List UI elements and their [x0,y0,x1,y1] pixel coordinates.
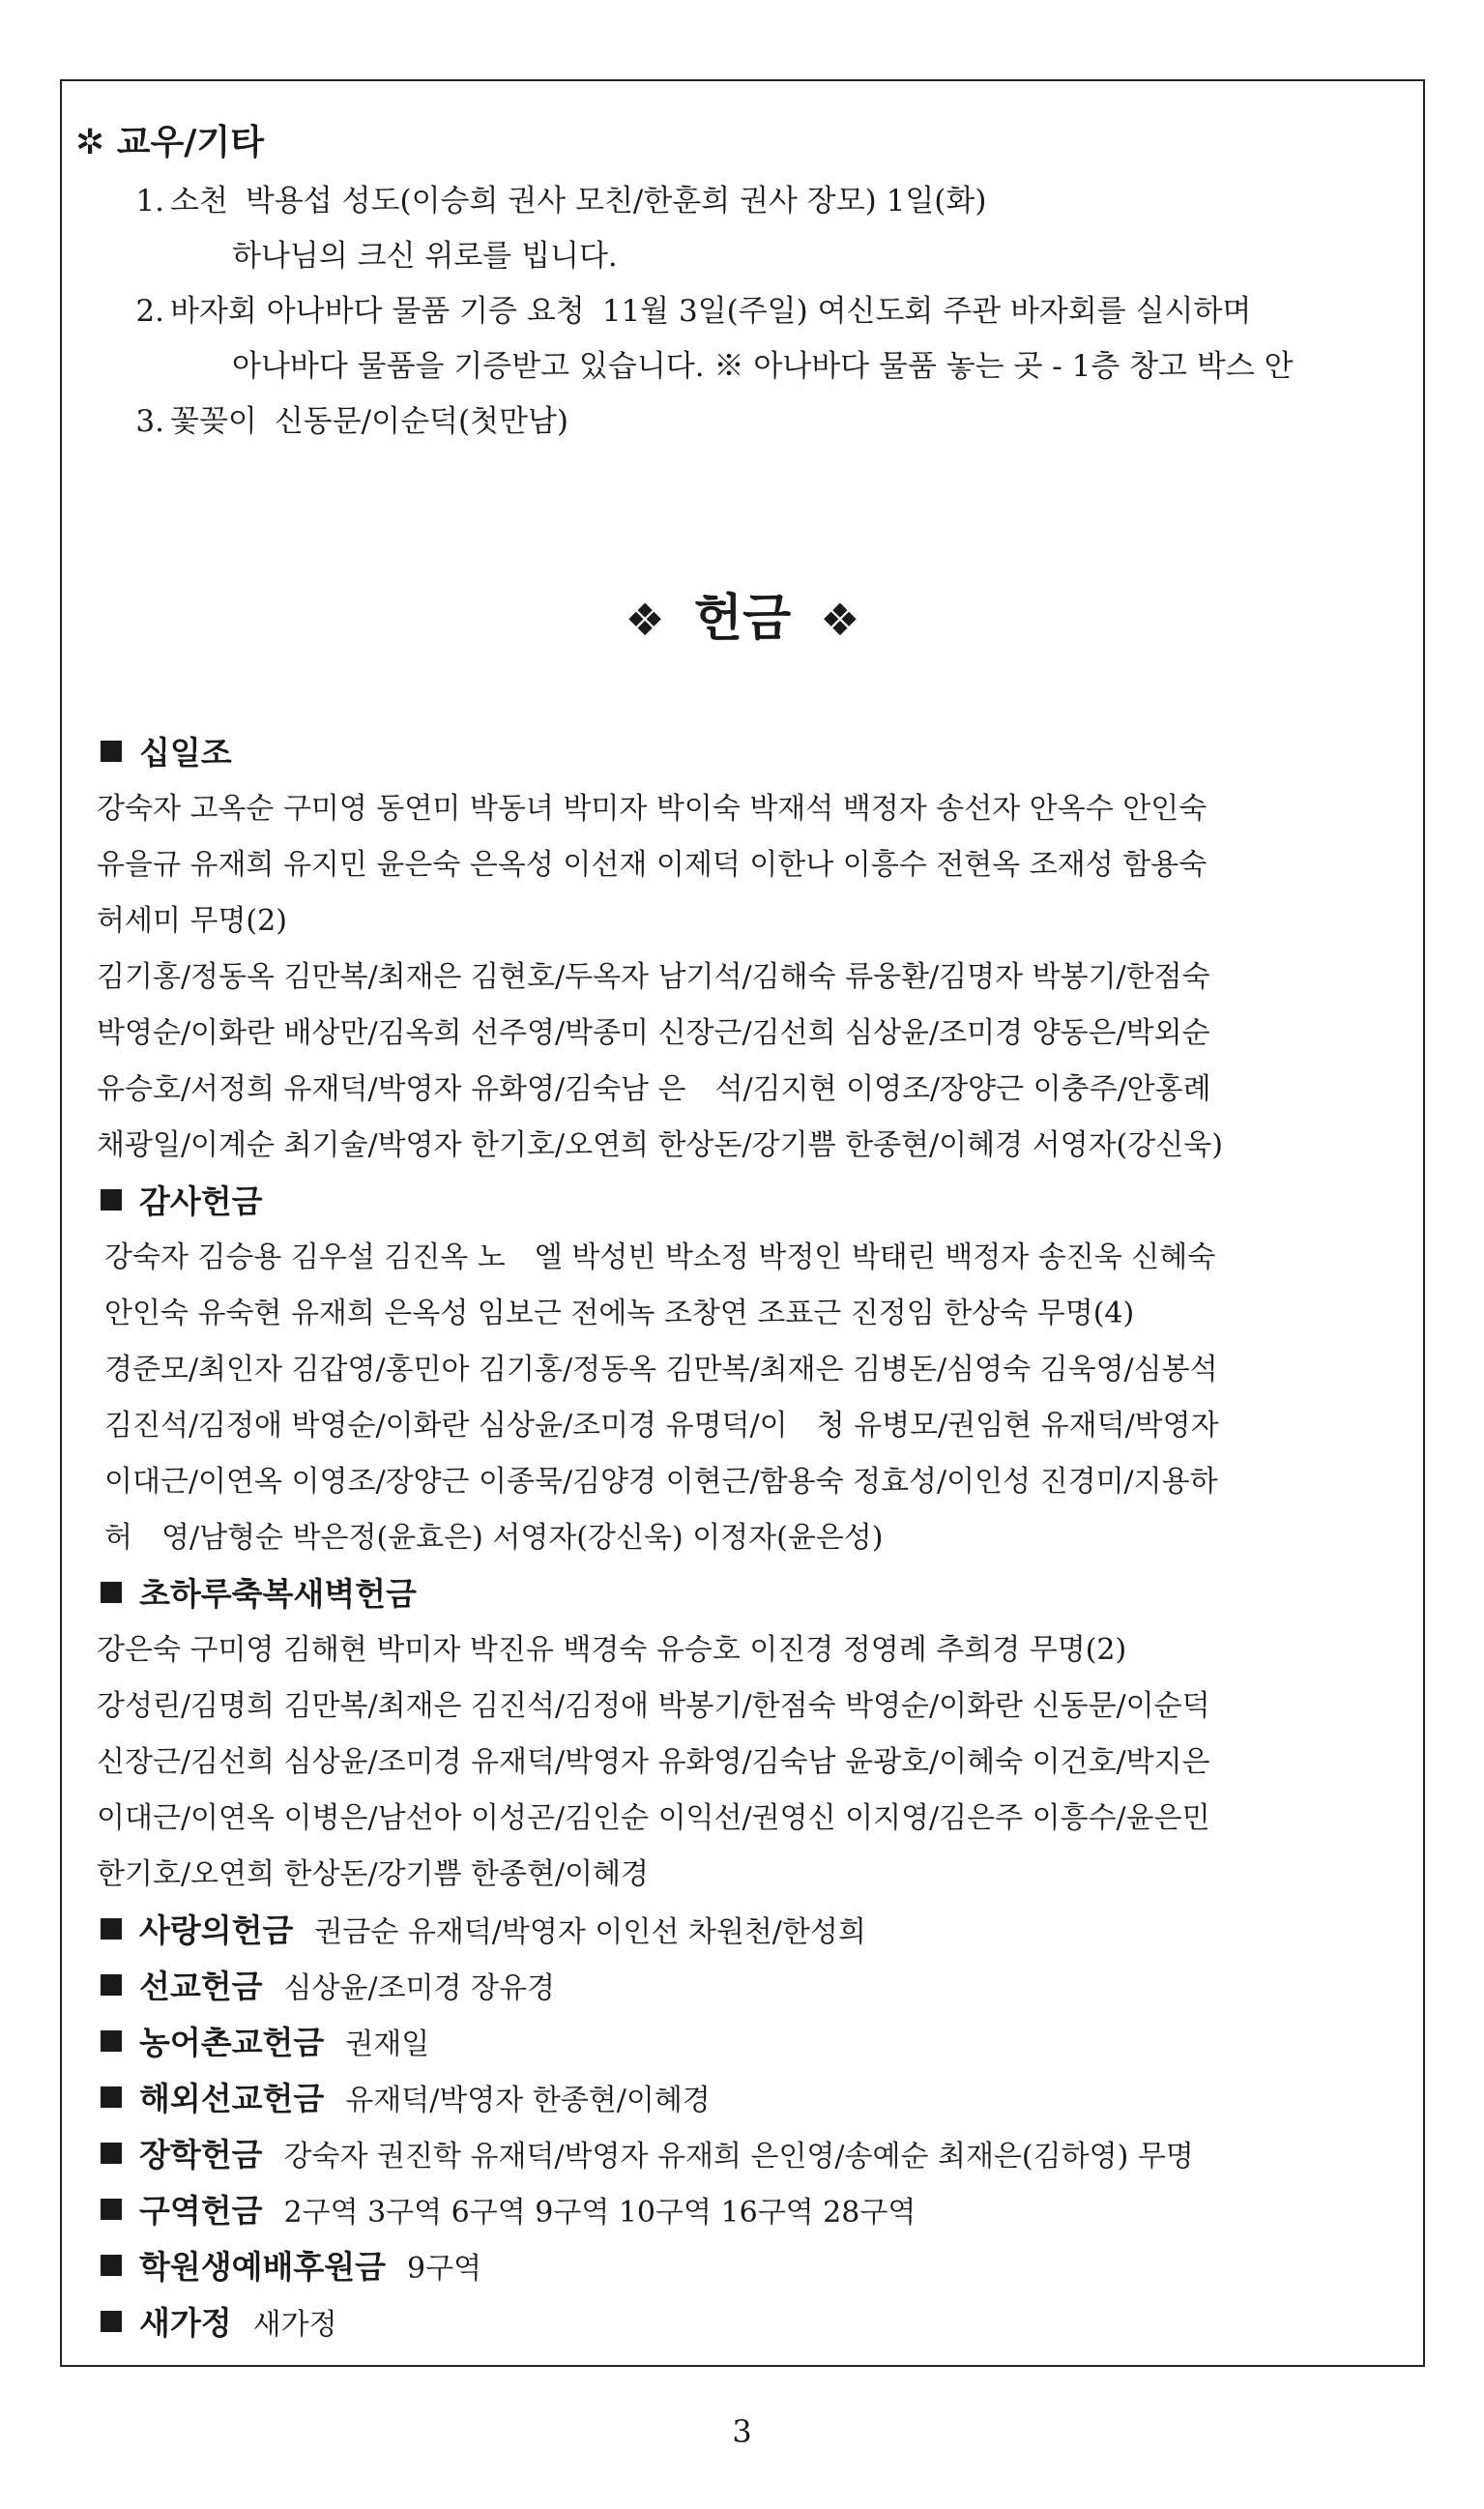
square-bullet-icon [101,2255,122,2276]
donor-line: 이대근/이연옥 이병은/남선아 이성곤/김인순 이익선/권영신 이지영/김은주 이흥수/윤은민 [97,1801,1210,1835]
square-bullet-icon [101,2143,122,2164]
square-bullet-icon [101,741,122,762]
donor-line: 유승호/서정희 유재덕/박영자 유화영/김숙남 은 석/김지현 이영조/장양근 이충주/안홍례 [97,1072,1211,1106]
notice-item-text: 박용섭 성도(이승희 권사 모친/한훈희 권사 장모) 1일(화) [245,184,987,219]
square-bullet-icon [101,2030,122,2052]
donor-line: 채광일/이계순 최기술/박영자 한기호/오연희 한상돈/강기쁨 한종현/이혜경 서영자(강신욱) [97,1128,1223,1162]
diamond-icon: ❖ [625,594,665,646]
donor-line: 안인숙 유숙현 유재희 은옥성 임보근 전에녹 조창연 조표근 진정임 한상숙 무명(4) [104,1297,1135,1330]
offering-donors: 권재일 [345,2028,430,2061]
offering-section-title [60,580,1425,657]
offering-category-title: 학원생예배후원금 [139,2248,387,2286]
square-bullet-icon [101,1582,122,1603]
notice-item-text: 신동문/이순덕(첫만남) [274,404,568,439]
offering-category-title: 농어촌교헌금 [139,2024,325,2061]
notice-item-text: 11월 3일(주일) 여신도회 주관 바자회를 실시하며 [601,294,1252,329]
notice-item-continuation: 아나바다 물품을 기증받고 있습니다. ※ 아나바다 물품 놓는 곳 - 1층 창고 박스 안 [232,349,1294,384]
notice-heading [75,118,1410,168]
donor-line: 한기호/오연희 한상돈/강기쁨 한종현/이혜경 [97,1857,650,1891]
offering-category [97,725,1411,781]
donor-line: 이대근/이연옥 이영조/장양근 이종묵/김양경 이현근/함용숙 정효성/이인성 진경미/지용하 [104,1465,1218,1499]
donor-line: 유을규 유재희 유지민 윤은숙 은옥성 이선재 이제덕 이한나 이흥수 전현옥 조재성 함용숙 [97,848,1208,882]
square-bullet-icon [101,2311,122,2332]
offering-category-title: 감사헌금 [139,1182,263,1220]
offering-category-title: 해외선교헌금 [139,2080,325,2117]
donor-line: 경준모/최인자 김갑영/홍민아 김기홍/정동옥 김만복/최재은 김병돈/심영숙 김욱영/심봉석 [104,1353,1218,1386]
offering-donors: 새가정 [252,2308,337,2342]
offering-category-title: 구역헌금 [139,2192,263,2230]
offering-donors: 2구역 3구역 6구역 9구역 10구역 16구역 28구역 [283,2196,917,2230]
page-number: 3 [732,2413,752,2450]
offering-category [97,1959,1411,2015]
square-bullet-icon [101,2199,122,2220]
donor-line: 강은숙 구미영 김해현 박미자 박진유 백경숙 유승호 이진경 정영례 추희경 무명(2) [97,1633,1127,1667]
offering-category [97,2015,1411,2071]
notice-section [75,118,1410,450]
square-bullet-icon [101,1918,122,1940]
section-title-label: 헌금 [693,590,792,648]
square-bullet-icon [101,1189,122,1211]
notice-item-number: 3. [135,404,164,439]
offering-category-title: 장학헌금 [139,2136,263,2173]
offering-category [97,2071,1411,2127]
donor-line: 강숙자 김승용 김우설 김진옥 노 엘 박성빈 박소정 박정인 박태린 백정자 송진욱 신혜숙 [104,1240,1216,1274]
offering-donors: 권금순 유재덕/박영자 이인선 차원천/한성희 [314,1915,866,1949]
offering-donors: 강숙자 권진학 유재덕/박영자 유재희 은인영/송예순 최재은(김하영) 무명 [283,2140,1194,2173]
offering-category-title: 초하루축복새벽헌금 [139,1575,417,1613]
offering-category [97,1174,1411,1230]
diamond-icon: ❖ [820,594,860,646]
offering-category-title: 선교헌금 [139,1968,263,2005]
offering-category [97,2127,1411,2183]
notice-item-continuation: 하나님의 크신 위로를 빕니다. [232,239,618,274]
donor-line: 김기홍/정동옥 김만복/최재은 김현호/두옥자 남기석/김해숙 류웅환/김명자 박봉기/한점숙 [97,960,1210,994]
offering-donors: 심상윤/조미경 장유경 [283,1971,555,2005]
offering-category [97,2183,1411,2239]
donor-line: 강숙자 고옥순 구미영 동연미 박동녀 박미자 박이숙 박재석 백정자 송선자 안옥수 안인숙 [97,792,1208,826]
square-bullet-icon [101,2086,122,2108]
notice-item [75,174,1410,229]
donor-line: 김진석/김정애 박영순/이화란 심상윤/조미경 유명덕/이 청 유병모/권임현 유재덕/박영자 [104,1409,1219,1443]
notice-item-label: 소천 [170,184,228,219]
notice-item-number: 1. [135,184,164,219]
offering-category [97,1903,1411,1959]
donor-line: 허세미 무명(2) [97,904,287,938]
notice-item-label: 바자회 아나바다 물품 기증 요청 [170,294,585,329]
notice-item [75,394,1410,450]
notice-item-number: 2. [135,294,164,329]
offering-donors: 9구역 [407,2252,482,2286]
offering-list [97,725,1411,2351]
notice-item-label: 꽃꽂이 [170,404,257,439]
offering-category [97,2295,1411,2351]
offering-category-title: 사랑의헌금 [139,1911,294,1949]
offering-category-title: 십일조 [139,734,232,772]
square-bullet-icon [101,1974,122,1996]
donor-line: 강성린/김명희 김만복/최재은 김진석/김정애 박봉기/한점숙 박영순/이화란 신동문/이순덕 [97,1689,1210,1723]
offering-category [97,1566,1411,1622]
donor-line: 신장근/김선희 심상윤/조미경 유재덕/박영자 유화영/김숙남 윤광호/이혜숙 이건호/박지은 [97,1745,1210,1779]
offering-category [97,2239,1411,2295]
offering-category-title: 새가정 [139,2304,232,2342]
offering-donors: 유재덕/박영자 한종현/이혜경 [345,2084,711,2117]
notice-item [75,284,1410,339]
notice-heading-label: 교우/기타 [116,123,264,162]
donor-line: 박영순/이화란 배상만/김옥희 선주영/박종미 신장근/김선희 심상윤/조미경 양동은/박외순 [97,1016,1210,1050]
asterisk-icon: ✲ [75,123,105,162]
donor-line: 허 영/남형순 박은정(윤효은) 서영자(강신욱) 이정자(윤은성) [104,1521,884,1555]
